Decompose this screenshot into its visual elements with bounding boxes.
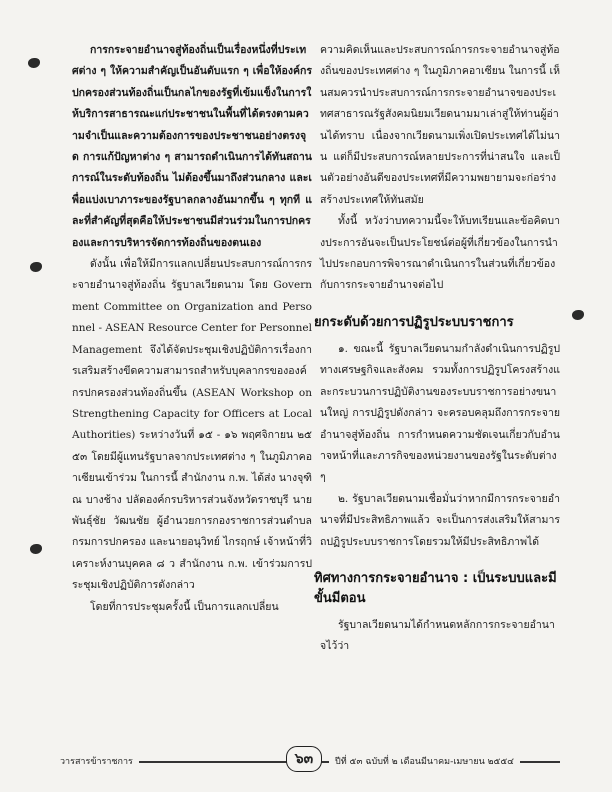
scan-blot-mark bbox=[30, 262, 42, 272]
issue-info: ปีที่ ๕๓ ฉบับที่ ๒ เดือนมีนาคม-เมษายน ๒๕๕๔ bbox=[329, 752, 520, 770]
scan-blot-mark bbox=[28, 58, 40, 68]
workshop-paragraph: ดังนั้น เพื่อให้มีการแลกเปลี่ยนประสบการณ์การกระจายอำนาจสู่ท้องถิ่น รัฐบาลเวียดนาม โดย Government Committee on Organization and Personnel - ASEAN Resource Center for Personnel Management จึงได้จัดประชุมเชิงปฏิบัติการเรื่องการเสริมสร้างขีดความสามารถสำหรับบุคลากรขององค์กรปกครองส่วนท้องถิ่นขึ้น (ASEAN Workshop on Strengthening Capacity for Officers at Local Authorities) ระหว่างวันที่ ๑๕ - ๑๖ พฤศจิกายน ๒๕๕๓ โดยมีผู้แทนรัฐบาลจากประเทศต่าง ๆ ในภูมิภาคอาเซียนเข้าร่วม ในการนี้ สำนักงาน ก.พ. ได้ส่ง นางจุฑิณ บางช้าง ปลัดองค์กรบริหารส่วนจังหวัดราชบุรี นายพันธุ์ชัย วัฒนชัย ผู้อำนวยการกองราชการส่วนตำบล กรมการปกครอง และนายอนุวิทย์ ไกรฤกษ์ เจ้าหน้าที่วิเคราะห์งานบุคคล ๘ ว สำนักงาน ก.พ. เข้าร่วมการประชุมเชิงปฏิบัติการดังกล่าว bbox=[72, 258, 312, 592]
numbered-paragraph: ๑. ขณะนี้ รัฐบาลเวียดนามกำลังดำเนินการปฏิรูปทางเศรษฐกิจและสังคม รวมทั้งการปฏิรูปโครงสร้างและกระบวนการปฏิบัติงานของระบบราชการอย่างขนานใหญ่ การปฏิรูปดังกล่าว จะครอบคลุมถึงการกระจายอำนาจสู่ท้องถิ่น การกำหนดความชัดเจนเกี่ยวกับอำนาจหน้าที่และภารกิจของหน่วยงานของรัฐในระดับต่าง ๆ bbox=[320, 342, 560, 484]
continuation-paragraph: โดยที่การประชุมครั้งนี้ เป็นการแลกเปลี่ยน bbox=[90, 600, 279, 613]
scan-blot-mark bbox=[572, 310, 584, 320]
section-heading: ยกระดับด้วยการปฏิรูประบบราชการ bbox=[314, 314, 514, 330]
right-column bbox=[314, 40, 560, 658]
section-heading: ทิศทางการกระจายอำนาจ : เป็นระบบและมีขั้นมีตอน bbox=[314, 570, 557, 606]
body-paragraph: ทั้งนี้ หวังว่าบทความนี้จะให้บทเรียนและข้อคิดบางประการอันจะเป็นประโยชน์ต่อผู้ที่เกี่ยวข้องในการนำไปประกอบการพิจารณาดำเนินการในส่วนที่เกี่ยวข้องกับการกระจายอำนาจต่อไป bbox=[320, 215, 560, 292]
intro-paragraph: การกระจายอำนาจสู่ท้องถิ่นเป็นเรื่องหนึ่งที่ประเทศต่าง ๆ ให้ความสำคัญเป็นอันดับแรก ๆ เพื่อให้องค์กรปกครองส่วนท้องถิ่นเป็นกลไกของรัฐที่เข้มแข็งในการให้บริการสาธารณะแก่ประชาชนในพื้นที่ได้ตรงตามความจำเป็นและความต้องการของประชาชนอย่างตรงจุด การแก้ปัญหาต่าง ๆ สามารถดำเนินการได้ทันสถานการณ์ในระดับท้องถิ่น ไม่ต้องขึ้นมาถึงส่วนกลาง และเพื่อแบ่งเบาภาระของรัฐบาลกลางอันมากขึ้น ๆ ทุกที และที่สำคัญที่สุดคือให้ประชาชนมีส่วนร่วมในการปกครองและการบริหารจัดการท้องถิ่นของตนเอง bbox=[72, 44, 312, 249]
body-paragraph: รัฐบาลเวียดนามได้กำหนดหลักการกระจายอำนาจไว้ว่า bbox=[320, 618, 555, 653]
page-footer bbox=[60, 752, 560, 774]
numbered-paragraph: ๒. รัฐบาลเวียดนามเชื่อมั่นว่าหากมีการกระจายอำนาจที่มีประสิทธิภาพแล้ว จะเป็นการส่งเสริมให้สามารถปฏิรูประบบราชการโดยรวมให้มีประสิทธิภาพได้ bbox=[320, 492, 560, 548]
journal-name: วารสารข้าราชการ bbox=[60, 752, 139, 770]
page-number: ๖๓ bbox=[286, 746, 322, 772]
left-column bbox=[72, 40, 312, 618]
body-paragraph: ความคิดเห็นและประสบการณ์การกระจายอำนาจสู่ท้องถิ่นของประเทศต่าง ๆ ในภูมิภาคอาเซียน ในการนี้ เห็นสมควรนำประสบการณ์การกระจายอำนาจของประเทศสาธารณรัฐสังคมนิยมเวียดนามมาเล่าสู่ให้ท่านผู้อ่านได้ทราบ เนื่องจากเวียดนามเพิ่งเปิดประเทศได้ไม่นาน แต่ก็มีประสบการณ์หลายประการที่น่าสนใจ และเป็นตัวอย่างอันดีของประเทศที่มีความพยายามจะก่อร่างสร้างประเทศให้ทันสมัย bbox=[320, 44, 560, 206]
scan-blot-mark bbox=[30, 544, 42, 554]
